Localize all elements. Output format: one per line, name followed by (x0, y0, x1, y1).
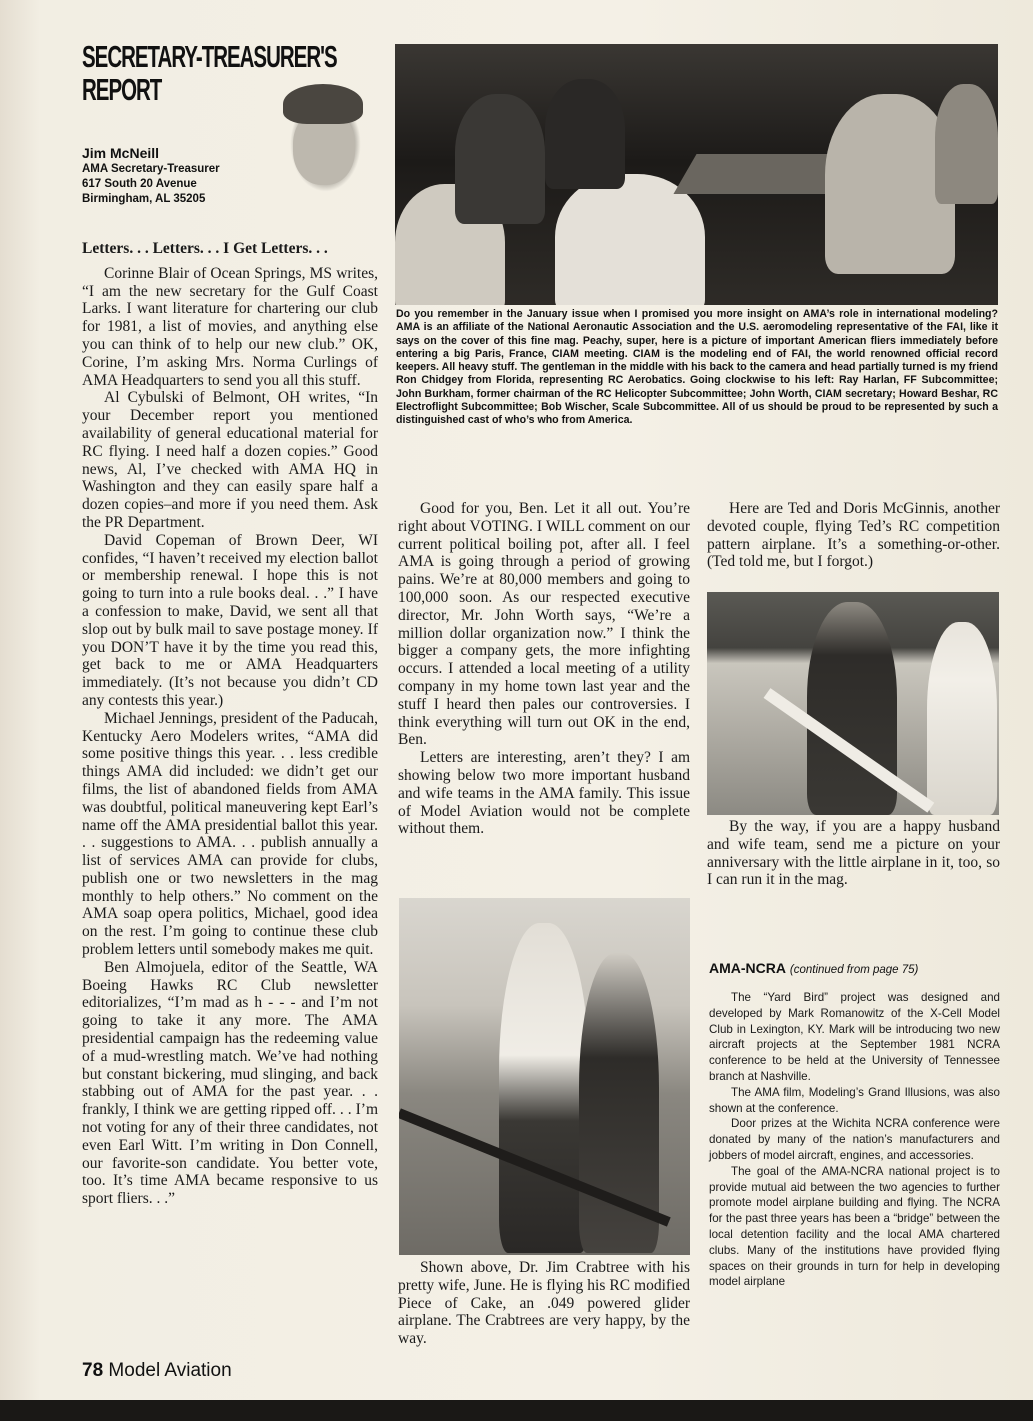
title-line-1: SECRETARY-TREASURER'S (82, 39, 337, 74)
paragraph: The “Yard Bird” project was designed and developed by Mark Romanowitz of the X-Cell Model Club in Lexington, KY. Mark will be introducing two new aircraft projects at the September 1981 NCRA conference to be held at the University of Tennessee branch at Nashville. (709, 991, 1000, 1083)
column-2-text (398, 500, 690, 838)
photo-figure (455, 94, 545, 224)
ncra-heading-title: AMA-NCRA (709, 960, 786, 976)
author-address-city: Birmingham, AL 35205 (82, 193, 206, 205)
photo-figure (545, 79, 625, 189)
crabtree-couple-photo (399, 898, 690, 1255)
ncra-article (709, 990, 1000, 1290)
paragraph: Michael Jennings, president of the Paducah, Kentucky Aero Modelers writes, “AMA did some positive things this year. . . less credible things AMA did included: we didn’t get our films, the list of abandoned fields from AMA was doubtful, political maneuvering kept Earl’s name off the AMA presidential ballot this year. . . suggestions to AMA. . . publish annually a list of services AMA can provide for clubs, publish one or two newsletters in the mag monthly to help others.” No comment on the AMA soap opera politics, Michael, good idea on the rest. I’m going to continue these club problem letters until somebody makes me quit. (82, 709, 378, 959)
paragraph: Here are Ted and Doris McGinnis, another devoted couple, flying Ted’s RC competition pattern airplane. It’s a something-or-other. (Ted told me, but I forgot.) (707, 500, 1000, 571)
author-portrait-photo (265, 78, 375, 210)
column-3-text (707, 500, 1000, 571)
page-footer (82, 1360, 232, 1382)
paragraph: David Copeman of Brown Deer, WI confides, “I haven’t received my election ballot or membership renewal. I hope this is not going to turn into a rule books deal. . .” I have a confession to make, David, we sent all that slop out by bulk mail to save postage money. If you DON’T have it by the time you read this, get back to me or AMA Headquarters immediately. (It’s not because you didn’t CD any contests this year.) (82, 531, 378, 709)
ciam-meeting-photo (395, 44, 998, 305)
paragraph: The AMA film, Modeling’s Grand Illusions, was also shown at the conference. (709, 1085, 1000, 1115)
paragraph: Al Cybulski of Belmont, OH writes, “In your December report you mentioned availability of general educational material for RC flying. I need half a dozen copies.” Good news, Al, I’ve checked with AMA HQ in Washington and they can easily spare half a dozen copies–and more if you need them. Ask the PR Department. (82, 389, 378, 531)
author-block (82, 145, 220, 207)
mcginnis-couple-photo (707, 592, 999, 815)
title-line-2: REPORT (82, 72, 162, 107)
photo-figure (935, 84, 998, 204)
page-number: 78 (82, 1360, 104, 1381)
author-role: AMA Secretary-Treasurer (82, 163, 220, 175)
photo-figure (807, 602, 897, 815)
ncra-continued-note: (continued from page 75) (789, 964, 919, 976)
letters-subheading: Letters. . . Letters. . . I Get Letters. . . (82, 240, 328, 257)
paragraph: The goal of the AMA-NCRA national project is to provide mutual aid between the two agencies to further promote model airplane building and flying. The NCRA for the past three years has been a “bridge” between the local detention facility and the local AMA chartered clubs. Many of the institutions have provided flying spaces on their grounds in turn for help in developing model airplane (709, 1164, 1000, 1289)
crabtree-photo-caption: Shown above, Dr. Jim Crabtree with his pretty wife, June. He is flying his RC modified Piece of Cake, an .049 powered glider airplane. The Crabtrees are very happy, by the way. (398, 1259, 690, 1348)
paragraph: Corinne Blair of Ocean Springs, MS writes, “I am the new secretary for the Gulf Coast Larks. I want literature for chartering our club for 1981, a list of movies, and anything else you can think of to help our new club.” OK, Corine, I’m asking Mrs. Norma Curlings of AMA Headquarters to send you all this stuff. (82, 264, 378, 389)
column-1-letters (82, 240, 378, 1208)
column-3-after-photo (707, 818, 1000, 889)
crabtree-photo-caption-block (398, 1259, 690, 1348)
ciam-photo-caption: Do you remember in the January issue when I promised you more insight on AMA’s role in international modeling? AMA is an affiliate of the National Aeronautic Association and the U.S. aeromodeling representative of the FAI, like it says on the cover of this fine mag. Peachy, super, here is a picture of important American fliers immediately before entering a big Paris, France, CIAM meeting. CIAM is the modeling end of FAI, the world renowned official record keepers. All heavy stuff. The gentleman in the middle with his back to the camera and head partially turned is my friend Ron Chidgey from Florida, representing RC Aerobatics. Going clockwise to his left: Ray Harlan, FF Subcommittee; John Burkham, former chairman of the RC Helicopter Subcommittee; John Worth, CIAM secretary; Howard Beshar, RC Electroflight Subcommittee; Bob Wischer, Scale Subcommittee. All of us should be proud to be represented by such a distinguished cast of who’s who from America. (396, 308, 998, 427)
photo-figure (499, 923, 589, 1253)
magazine-name: Model Aviation (108, 1360, 232, 1381)
paragraph: Door prizes at the Wichita NCRA conference were donated by many of the nation’s manufacturers and jobbers of model aircraft, engines, and accessories. (709, 1117, 1000, 1162)
author-address-street: 617 South 20 Avenue (82, 178, 197, 190)
paragraph: Ben Almojuela, editor of the Seattle, WA Boeing Hawks RC Club newsletter editorializes, “I’m mad as h - - - and I’m not going to take it any more. The AMA presidential campaign has the redeeming value of a mud-wrestling match. We’ve had nothing but constant bickering, mud slinging, and back stabbing out of AMA for the past year. . . frankly, I think we are getting ripped off. . . I’m not voting for any of their three candidates, not even Earl Witt. I’m writing in Don Connell, our favorite-son candidate. You better vote, too. It’s time AMA became responsive to us sport fliers. . .” (82, 958, 378, 1208)
photo-figure (927, 622, 997, 815)
portrait-hair (283, 84, 363, 124)
scan-border (0, 1400, 1033, 1421)
paragraph: By the way, if you are a happy husband and wife team, send me a picture on your anniversary with the little airplane in it, too, so I can run it in the mag. (707, 818, 1000, 889)
author-name: Jim McNeill (82, 145, 160, 161)
paragraph: Good for you, Ben. Let it all out. You’re right about VOTING. I WILL comment on our current political boiling pot, after all. I feel AMA is going through a period of growing pains. We’re at 80,000 members and going to 100,000 soon. As our respected executive director, Mr. John Worth says, “We’re a million dollar organization now.” I think the bigger a company gets, the more infighting occurs. I attended a local meeting of a utility company in my home town last year and the stuff I heard then pales our controversies. I think everything will turn out OK in the end, Ben. (398, 500, 690, 749)
paragraph: Letters are interesting, aren’t they? I am showing below two more important husband and wife teams in the AMA family. This issue of Model Aviation would not be complete without them. (398, 749, 690, 838)
ncra-heading (709, 960, 918, 976)
